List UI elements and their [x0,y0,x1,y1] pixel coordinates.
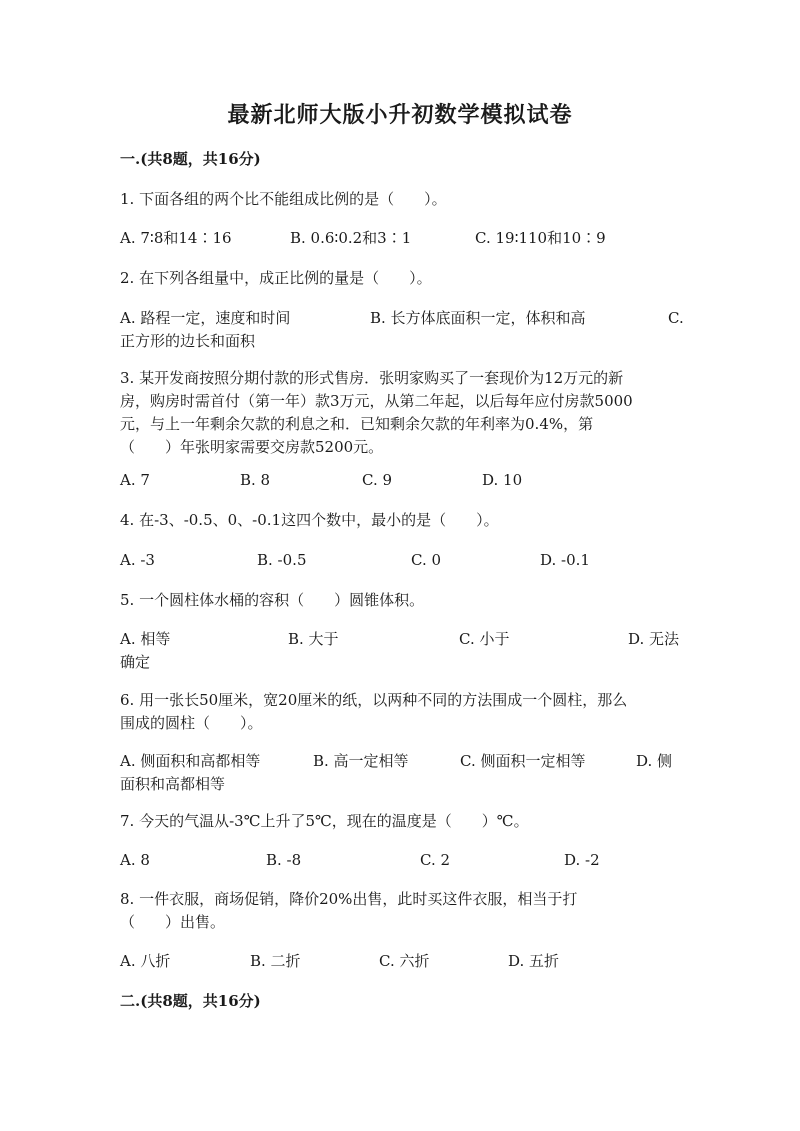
q8-line-2: （ ）出售。 [120,913,226,931]
q3-option-c[interactable]: C. 9 [362,471,393,489]
q4-option-b[interactable]: B. -0.5 [257,551,307,569]
q4-option-a[interactable]: A. -3 [120,551,155,569]
question-6-stem [120,689,680,735]
q6-option-c[interactable]: C. 侧面积一定相等 [460,752,586,770]
q6-option-d[interactable]: D. 侧 [636,752,673,770]
section-heading-2: 二.(共8题，共16分) [120,992,261,1010]
q1-option-c[interactable]: C. 19∶110和10∶9 [475,229,606,247]
q5-option-d[interactable]: D. 无法 [628,630,680,648]
q8-line-1: 8. 一件衣服，商场促销，降价20%出售，此时买这件衣服，相当于打 [120,890,578,908]
q7-option-d[interactable]: D. -2 [564,851,600,869]
q3-option-b[interactable]: B. 8 [240,471,271,489]
q6-option-a[interactable]: A. 侧面积和高都相等 [120,752,261,770]
question-2-stem: 2. 在下列各组量中，成正比例的量是（ ）。 [120,269,432,287]
q6-option-b[interactable]: B. 高一定相等 [313,752,409,770]
q3-option-d[interactable]: D. 10 [482,471,523,489]
q2-option-b[interactable]: B. 长方体底面积一定，体积和高 [370,309,586,327]
q6-option-d-continued[interactable]: 面积和高都相等 [120,775,226,793]
q2-option-c-continued[interactable]: 正方形的边长和面积 [120,332,256,350]
q5-option-a[interactable]: A. 相等 [120,630,171,648]
question-5-stem: 5. 一个圆柱体水桶的容积（ ）圆锥体积。 [120,591,425,609]
q4-option-d[interactable]: D. -0.1 [540,551,590,569]
q6-line-1: 6. 用一张长50厘米，宽20厘米的纸，以两种不同的方法围成一个圆柱，那么 [120,691,628,709]
q8-option-b[interactable]: B. 二折 [250,952,301,970]
question-4-stem: 4. 在-3、-0.5、0、-0.1这四个数中，最小的是（ ）。 [120,511,499,529]
question-1-stem: 1. 下面各组的两个比不能组成比例的是（ ）。 [120,190,447,208]
q8-option-d[interactable]: D. 五折 [508,952,560,970]
q7-option-c[interactable]: C. 2 [420,851,451,869]
q3-line-4: （ ）年张明家需要交房款5200元。 [120,438,384,456]
q2-option-a[interactable]: A. 路程一定，速度和时间 [120,309,291,327]
q3-line-1: 3. 某开发商按照分期付款的形式售房．张明家购买了一套现价为12万元的新 [120,369,624,387]
q4-option-c[interactable]: C. 0 [411,551,442,569]
question-6-options [120,750,680,796]
q5-option-c[interactable]: C. 小于 [459,630,510,648]
q3-line-2: 房，购房时需首付（第一年）款3万元，从第二年起，以后每年应付房款5000 [120,392,633,410]
section-heading-1: 一.(共8题，共16分) [120,150,261,168]
q1-option-a[interactable]: A. 7∶8和14∶16 [120,229,232,247]
q1-option-b[interactable]: B. 0.6∶0.2和3∶1 [290,229,412,247]
q8-option-a[interactable]: A. 八折 [120,952,171,970]
q6-line-2: 围成的圆柱（ ）。 [120,714,263,732]
q7-option-b[interactable]: B. -8 [266,851,302,869]
q2-option-c[interactable]: C. [668,309,684,327]
q5-option-b[interactable]: B. 大于 [288,630,339,648]
question-5-options [120,628,680,674]
question-7-stem: 7. 今天的气温从-3℃上升了5℃，现在的温度是（ ）℃。 [120,812,529,830]
q3-option-a[interactable]: A. 7 [120,471,150,489]
question-3-stem [120,367,680,459]
question-8-stem [120,888,680,934]
q8-option-c[interactable]: C. 六折 [379,952,430,970]
q3-line-3: 元，与上一年剩余欠款的利息之和．已知剩余欠款的年利率为0.4%，第 [120,415,594,433]
page-title: 最新北师大版小升初数学模拟试卷 [227,102,573,128]
question-2-options [120,307,684,353]
q5-option-d-continued[interactable]: 确定 [120,653,151,671]
q7-option-a[interactable]: A. 8 [120,851,150,869]
